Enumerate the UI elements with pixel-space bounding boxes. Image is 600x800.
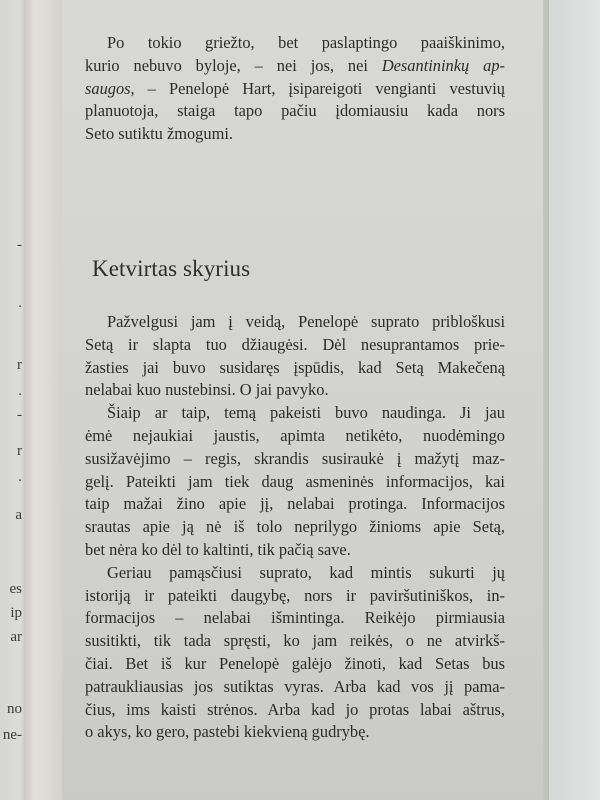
text-line: Pažvelgusi jam į veidą, Penelopė suprato pribloškusi — [107, 312, 505, 331]
text-line — [85, 100, 505, 123]
previous-page-text-fragment: es — [9, 581, 22, 597]
text-line: formacijos – nelabai išmintinga. Reikėjo pirmiausia — [85, 608, 505, 628]
book-title-italic: Desantininkų ap- — [381, 55, 505, 75]
paragraph — [85, 402, 505, 562]
text-line: susitikti, tik tada spręsti, ko jam reikės, o ne atvirkš- — [85, 631, 505, 651]
previous-page-text-fragment: - — [17, 407, 22, 423]
text-line: Geriau pamąsčiusi suprato, kad mintis sukurti jų — [107, 562, 505, 582]
previous-page-text-fragment: ar — [10, 629, 22, 645]
text-run: , – Penelopė Hart, įsipareigoti vengianti vestuvių — [130, 78, 505, 98]
text-line: gelį. Pateikti jam tiek daug asmeninės informacijos, kai — [85, 471, 505, 491]
paragraph — [85, 311, 505, 402]
text-line: susižavėjimo – regis, skrandis susiraukė į mažytį maz- — [85, 448, 505, 468]
text-line: Setą ir slapta tuo džiaugėsi. Dėl nesuprantamos prie- — [85, 334, 505, 354]
text-line — [85, 123, 505, 146]
text-line — [85, 55, 505, 78]
opening-paragraph — [85, 32, 505, 146]
previous-page-text-fragment: - — [17, 237, 22, 253]
book-gutter — [24, 0, 64, 800]
text-run: Po tokio griežto, bet paslaptingo paaiškinimo, — [107, 33, 505, 52]
text-run: kurio nebuvo byloje, – nei jos, nei — [85, 55, 382, 75]
previous-page-text-fragment: a — [15, 507, 22, 523]
chapter-body — [85, 311, 505, 744]
chapter-title: Ketvirtas skyrius — [92, 256, 251, 281]
text-line: Šiaip ar taip, temą pakeisti buvo naudinga. Ji jau — [107, 403, 505, 423]
text-run: Seto sutiktu žmogumi. — [85, 124, 233, 144]
previous-page-text-fragment: r — [17, 443, 22, 459]
previous-page-text-fragment: ne- — [2, 727, 22, 743]
previous-page-edge — [0, 0, 26, 800]
text-line: čius, ims kaisti strėnos. Arba kad jo protas labai aštrus, — [85, 699, 505, 719]
text-line: taip mažai žino apie jį, nelabai protinga. Informacijos — [85, 494, 505, 514]
previous-page-text-fragment: ip — [10, 605, 22, 621]
paragraph — [85, 562, 505, 744]
previous-page-text-fragment: r — [17, 357, 22, 373]
text-line: srautas apie ją nė iš tolo neprilygo žinioms apie Setą, — [85, 517, 505, 537]
text-line: čiai. Bet iš kur Penelopė galėjo žinoti, kad Setas bus — [85, 653, 505, 673]
text-line — [85, 78, 505, 101]
text-run: planuotoja, staiga tapo pačiu įdomiausiu kada nors — [85, 101, 505, 121]
previous-page-text-fragment: . — [18, 469, 22, 485]
previous-page-text-fragment: no — [7, 701, 22, 717]
text-line: žasties jai buvo susidaręs įspūdis, kad Setą Makečeną — [85, 357, 505, 377]
text-line: o akys, ko gero, pastebi kiekvieną gudrybę. — [85, 722, 370, 742]
book-title-italic: saugos — [85, 78, 131, 98]
text-line: istoriją ir pateikti daugybę, nors ir paviršutiniškos, in- — [85, 585, 505, 605]
text-line — [85, 32, 505, 55]
text-line: bet nėra ko dėl to kaltinti, tik pačią save. — [85, 539, 351, 559]
background-surface — [549, 0, 600, 800]
text-line: patraukliausias jos sutiktas vyras. Arba kad vos jį pama- — [85, 676, 505, 696]
previous-page-text-fragment: . — [18, 295, 22, 311]
text-line: ėmė nejaukiai jaustis, apimta netikėto, nuodėmingo — [85, 425, 505, 445]
previous-page-text-fragment: . — [18, 383, 22, 399]
text-line: nelabai kuo nustebinsi. O jai pavyko. — [85, 380, 329, 400]
